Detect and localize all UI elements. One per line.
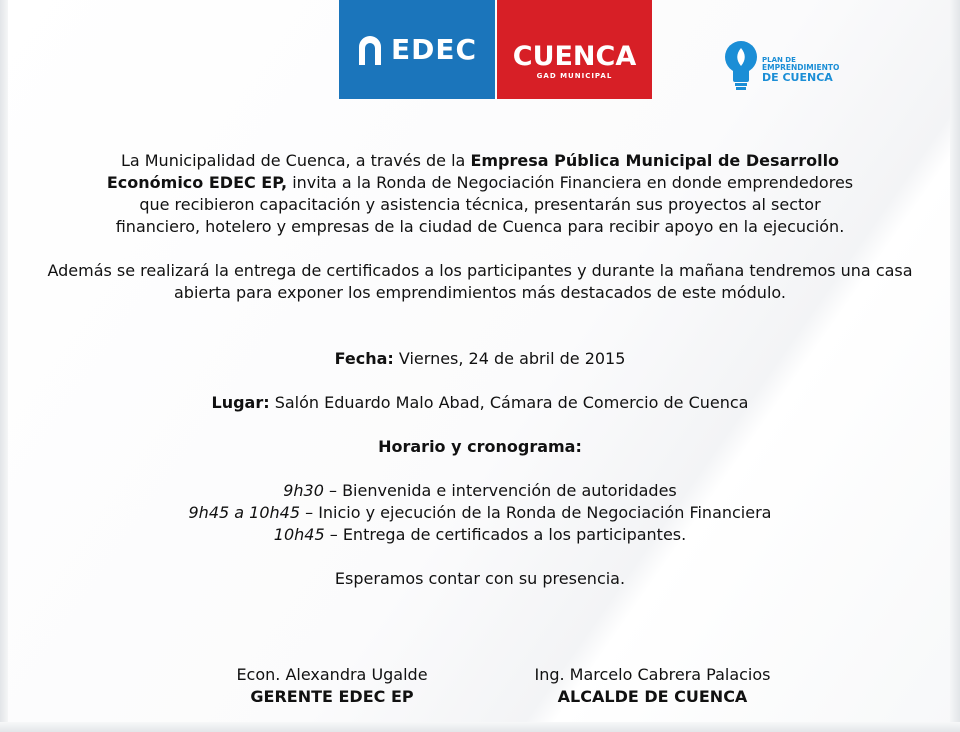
horario-title-text: Horario y cronograma: [378,437,582,456]
schedule-item [40,502,920,524]
schedule-time: 10h45 [273,525,325,544]
intro-text-a: La Municipalidad de Cuenca, a través de la [120,151,471,170]
intro-text-c: invita a la Ronda de Negociación Financiera en donde emprendedores que recibieron capacitación y asistencia técnica, presentarán sus proyectos al sector financiero, hotelero y empresas de la ciudad de Cuenca para recibir apoyo en la ejecución. [115,173,854,236]
horario-title [40,436,920,458]
plan-logo-line1: PLAN DE [762,56,796,64]
intro-text-bold: Empresa Pública Municipal de Desarrollo Económico EDEC EP, [106,151,840,192]
schedule-desc: – Bienvenida e intervención de autoridades [323,481,677,500]
frame-bottom [0,722,960,732]
lugar-label: Lugar: [211,393,270,412]
signature-gerente [212,664,452,708]
signature-alcalde [500,664,805,708]
plan-logo-line2: EMPRENDIMIENTO [762,63,840,72]
lightbulb-icon [724,40,758,92]
fecha-label: Fecha: [334,349,394,368]
schedule-desc: – Inicio y ejecución de la Ronda de Negociación Financiera [300,503,772,522]
frame-right [950,0,960,732]
lugar-line [40,392,920,414]
extra-paragraph: Además se realizará la entrega de certificados a los participantes y durante la mañana tendremos una casa abierta para exponer los emprendimientos más destacados de este módulo. [47,261,913,302]
signature-name: Ing. Marcelo Cabrera Palacios [534,665,771,684]
cuenca-logo-text: CUENCA [512,41,637,72]
fecha-value: Viernes, 24 de abril de 2015 [393,349,626,368]
arch-icon [357,35,383,65]
intro-paragraph [100,150,860,238]
signature-title: ALCALDE DE CUENCA [557,687,748,706]
fecha-line [40,348,920,370]
edec-logo-text: EDEC [390,33,478,66]
signature-name: Econ. Alexandra Ugalde [236,665,428,684]
closing-line: Esperamos contar con su presencia. [334,569,626,588]
frame-left [0,0,8,732]
schedule-item [40,480,920,502]
plan-emprendimiento-logo [724,40,854,96]
cuenca-logo [497,0,652,99]
schedule-desc: – Entrega de certificados a los participantes. [324,525,687,544]
lugar-value: Salón Eduardo Malo Abad, Cámara de Comercio de Cuenca [269,393,749,412]
cuenca-logo-subtitle: GAD MUNICIPAL [536,72,613,80]
schedule-time: 9h45 a 10h45 [188,503,301,522]
plan-logo-line3: DE CUENCA [762,71,833,84]
signature-title: GERENTE EDEC EP [250,687,414,706]
schedule-item [40,524,920,546]
edec-logo [339,0,495,99]
invitation-body [40,150,920,590]
schedule-time: 9h30 [283,481,324,500]
